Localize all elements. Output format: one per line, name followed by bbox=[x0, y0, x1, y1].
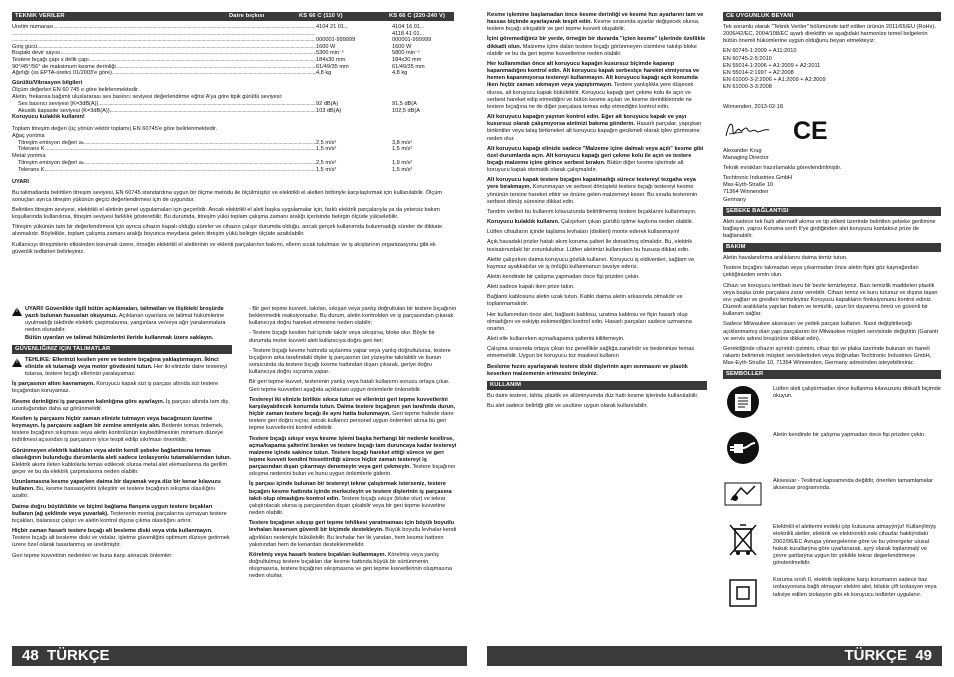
leader-dots bbox=[44, 146, 316, 153]
warning-triangle-icon bbox=[12, 358, 22, 367]
spec-value-model-2: 184x30 mm bbox=[392, 56, 422, 63]
symbol-row bbox=[723, 428, 941, 468]
paragraph bbox=[249, 481, 457, 517]
paragraph bbox=[487, 346, 707, 360]
left-column-1 bbox=[12, 306, 232, 563]
spec-label: Boştaki devir sayısı bbox=[12, 50, 61, 57]
bold-text: Besleme hızını ayarlayarak testere diski dişlerinin aşırı ısınmasını ve plastik keserken malzemenin erimesini önleyiniz. bbox=[487, 363, 688, 377]
body-text: Testere yanlışlıkla yere düşecek olursa, alt koruyucu kapak bükülebilir. Koruyucu kapağı geri çekme kolu ile açın ve serbest hareket edip etmediğini ve bütün kesme açıları ve kesme derinliklerinde ne testere bıçağına ne de diğer parçalara temas edip etmediğini kontrol edin. bbox=[487, 82, 694, 110]
leader-dots bbox=[37, 44, 316, 51]
safety-paragraphs bbox=[12, 381, 232, 559]
spec-label: Ses basıncı seviyesi (K=3dB(A)) bbox=[18, 101, 99, 108]
spec-value-model-2: 1,5 m/s² bbox=[392, 166, 413, 173]
body-text: Çalışma sırasında ortaya çıkan toz genellikle sağlığa zararlıdır ve bedeninize temas etmemelidir. Uygun bir koruyucu toz maskesi kullanın bbox=[487, 346, 695, 360]
paragraph bbox=[249, 436, 457, 479]
maintenance-header: BAKIM bbox=[723, 243, 941, 252]
bold-text: Testere bıçağı sıkışır veya kesme işlemi başka herhangi bir nedenle kesilirse, açma/kapama şalterini bırakın ve testere bıçağı tam duruncaya kadar testereyi malzeme içinde sakince tutun. Testere bıçağı hareket ettiği sürece ve geri tepme kuvveti kendini hissettirdiği sürece hiçbir zaman testereyi iş parçasından dışarı çıkarmayı denemeyin veya geri çekmeyin. bbox=[249, 435, 457, 471]
right-column-2 bbox=[723, 12, 941, 619]
accessory-icon bbox=[723, 474, 763, 514]
body-text: - Testere bıçağı kesilen hat içinde takılır veya sıkışırsa, bloke olur. Böyle bir durumda motor kuvveti aleti kullanıcıya doğru geri iter; bbox=[249, 330, 435, 344]
signature-row bbox=[723, 112, 941, 148]
spec-value-model-2: 4118 41 01... bbox=[392, 30, 425, 37]
leader-dots bbox=[12, 31, 316, 38]
spec-value-model-1: 2,5 m/s² bbox=[316, 139, 337, 146]
body-text: Testere bıçağı alt besleme diski ve vidalar, işletme güvenliğini optimum düzeye getirmek üzere özel olarak tasarlanmış ve üretilmiştir. bbox=[12, 535, 230, 549]
paragraph: EN 61000-3-3:2008 bbox=[723, 84, 772, 91]
body-text: Çalışırken çıkan gürültü işitme kaybına neden olabilir. bbox=[559, 219, 694, 226]
paragraph bbox=[12, 448, 232, 477]
paragraph: 71364 Winnenden bbox=[723, 189, 769, 196]
body-text: Geri tepme kuvvetinin nedenleri ve buna karşı alınacak önlemler: bbox=[12, 552, 173, 559]
leader-dots bbox=[98, 101, 316, 108]
paragraph bbox=[487, 209, 707, 216]
spec-row bbox=[12, 57, 454, 64]
spec-row bbox=[12, 44, 454, 51]
use-header: KULLANIM bbox=[487, 381, 707, 390]
paragraph bbox=[249, 348, 457, 377]
ce-place-date: Winnenden, 2013-02-18 bbox=[723, 104, 784, 111]
spec-row bbox=[18, 167, 454, 174]
body-text: Bütün diğer kesme işlerinde alt koruyucu kapak otomatik olarak çalışmalıdır. bbox=[487, 159, 684, 174]
spec-row bbox=[12, 24, 454, 31]
kickback-paragraphs bbox=[249, 306, 457, 580]
spec-value-model-2: 1600 W bbox=[392, 43, 412, 50]
body-text: Bu, kesme hassasiyetini iyileştirir ve testere bıçağının sıkışma olasılığını azaltır. bbox=[12, 486, 216, 500]
leader-dots bbox=[84, 140, 316, 147]
bold-text: Alt koruyucu kapağı elinizle sadece "Malzeme içine dalmalı veya açılı" kesme gibi özel durumlarda açın. Alt koruyucu kapağı geri çekme kolu ile açın ve testere bıçağı malzeme içine girince serbest bırakın. bbox=[487, 145, 704, 166]
paragraph bbox=[249, 552, 457, 581]
paragraph bbox=[487, 364, 707, 378]
spec-value-model-2: 61/49/35 mm bbox=[392, 63, 425, 70]
paragraph: Titreşim yükünün tam bir değerlendirmesi için ayrıca cihazın kapalı olduğu süreler ve cihazın çalışır durumda olduğu, ancak gerçek kullanımda bulunmadığı süreler de dikkate alınmalıdır. Böylelikle, toplam çalışma zamanı aralığı boyunca meydana gelen titreşim yükü belirgin ölçüde azaltılabilir. bbox=[12, 224, 443, 238]
spec-value-model-1: 4,8 kg bbox=[316, 70, 332, 77]
spec-value-model-2: 5800 min⁻¹ bbox=[392, 50, 420, 57]
body-text: Her kullanımdan önce alet, bağlantı kablosu, uzatma kablosu ve fişin hasarlı olup olmadığını ve eskiyip eskimediğini kontrol edin. Hasarlı parçaları sadece uzmanına onartın. bbox=[487, 311, 692, 332]
spec-row bbox=[12, 70, 454, 77]
symbol-description: Aletin kendinde bir çalışma yapmadan önce fişi prizden çekin. bbox=[773, 432, 926, 439]
spec-value-model-1 bbox=[316, 31, 392, 38]
paragraph bbox=[12, 528, 232, 549]
uyari-paragraphs bbox=[12, 190, 454, 256]
symbol-row bbox=[723, 573, 941, 613]
spec-label: Üretim numarası bbox=[12, 24, 54, 30]
body-text: Korunmayan ve serbest dönüşteki testere bıçağı testereyi kesme yönünün tersine hareket ettirir ve önüne gelen malzemeyi keser. Bu sırada testerenin serbest dönüş süresine dikkat edin. bbox=[487, 184, 698, 205]
body-text: Kesme sırasında ayarlar değişecek olursa, testere bıçağı sıkışabilir ve geri tepme kuvveti oluşabilir. bbox=[487, 19, 700, 33]
spec-label: Tolerans K bbox=[18, 166, 45, 173]
spec-row bbox=[18, 140, 454, 147]
body-text: Bağlantı kablosunu aletin uzak tutun. Kablo daima aletin arkasında olmalıdır ve toplanmamalıdır. bbox=[487, 294, 683, 308]
bold-text: Kesme derinliğini iş parçasının kalınlığına göre ayarlayın. bbox=[12, 398, 165, 405]
body-text: Aleti elle kullanırken açma/kapama şalterini kilitlemeyin. bbox=[487, 336, 625, 343]
technical-data-header: TEKNIK VERILER Daire bıçkısı KS 66 C (110 V) KS 66 C (220-240 V) bbox=[12, 12, 454, 21]
paragraph bbox=[487, 219, 707, 226]
body-text: Malzeme içine dalan testere bıçağı görünmeyen cisimlere takılıp bloke olabilir ve bu da geri tepme kuvvetlerine neden olabilir. bbox=[487, 43, 697, 57]
leader-dots bbox=[112, 70, 316, 77]
symbols-list bbox=[723, 382, 941, 613]
bold-text: Kesilen iş parçasını hiçbir zaman elinizle tutmayın veya bacağınızın üzerine koymayın. İş parçasını sağlam bir zemine emniyete alın. bbox=[12, 415, 213, 430]
paragraph: Aletin havalandırma aralıklarını daima temiz tutun. bbox=[723, 255, 848, 262]
body-text: Açık havadaki prizler hatalı akım koruma şalteri ile donatılmış olmalıdır. Bu, elektrik tesisatınızdaki bir zorunluluktur. Lütfen aletimizi kullanırken bu hususa dikkat edin. bbox=[487, 239, 693, 253]
spec-label: Ağırlığı (ss EPTA-üretici 01/2003'e göre) bbox=[12, 70, 112, 77]
paragraph bbox=[487, 274, 707, 281]
leader-dots bbox=[84, 160, 316, 167]
body-text: Bedenin temas önlemek, testere bıçağının sıkışması veya aletin kontrolünün kaybedilmesinin minimum düzeye indirilmesi açısından iş parçasının iyice tespit edilip sıkılması önemlidir. bbox=[12, 423, 224, 444]
paragraph: Gerektiğinde cihazın ayrıntılı çizimini, cihaz tipi ve plaka üzerinde bulunan on haneli rakamı belirterek müşteri servislerinden veya doğrudan Techtronic Industries GmbH, Max-Eyth-Straße 10, 71364 Winnenden, Germany adresinden isteyebilirsiniz. bbox=[723, 345, 932, 367]
general-warning: ! UYARI! Güvenlikle ilgili bütün açıklamaları, talimatları ve ilişikteki broşürde yazılı bulunan hususları okuyunuz. Açıklanan uyarılara ve talimat hükümlerine uyulmadığı takdirde elektrik çarpmalarına, yangınlara ve/veya ağır yaralanmalara neden olunabilir. Bütün uyarıları ve talimat hükümlerini ileride kullanmak üzere saklayın. bbox=[12, 306, 232, 342]
spec-table bbox=[12, 24, 454, 77]
spec-label: 90°/45°/56° de maksimum kesme derinliği bbox=[12, 63, 116, 70]
symbol-description: Aksesuar - Teslimat kapsamında değildir, önerilen tamamlamalar aksesuar programında. bbox=[773, 478, 934, 492]
paragraph: Bu daire testere, tahta, plastik ve alüminyumda düz hatlı kesme işlerinde kullanılabilir. bbox=[487, 392, 699, 399]
spec-row bbox=[18, 146, 454, 153]
bold-text: Daima doğru büyüklükte ve biçimi bağlama flanşına uygun testere bıçakları kullanın (ağ şeklinde veya yuvarlak). bbox=[12, 503, 213, 517]
class-ii-icon bbox=[723, 573, 763, 613]
paragraph bbox=[249, 306, 457, 327]
symbol-description: Koruma sınıfı II, elektrik tepkisine karşı korumanın sadece baz izolasyonuna bağlı olmayan elektro alet, bilakis çift izolasyon veya takviye edilen izolasyon gibi ek koruyucu tedbirler uygulanır. bbox=[773, 577, 937, 598]
paragraph bbox=[487, 284, 707, 291]
metal-table bbox=[12, 160, 454, 173]
spec-row bbox=[18, 101, 454, 108]
body-text: Alette çalışırken daima koruyucu gözlük kullanın. Koruyucu iş eldivenleri, sağlam ve kaymaz ayakkabılar ve iş önlüğü kullanmanızı tavsiye ederiz. bbox=[487, 256, 695, 270]
uyari-title: UYARI bbox=[12, 179, 29, 186]
svg-text:CE: CE bbox=[793, 116, 828, 143]
body-text: Geri tepme halinde daire testere geri doğru sıçrar, ancak kullanıcı personel uygun önlemleri alırsa bu geri tepme kuvvetlerini kontrol edebilir. bbox=[249, 411, 454, 432]
body-text: İş parçası altında tam diş uzunluğundan daha az görünmelidir. bbox=[12, 398, 229, 412]
right-page bbox=[477, 0, 954, 677]
paragraph: Cihazı ve koruyucu tertibatı kuru bir bezle temizleyiniz. Bazı temizlik maddeleri plastik veya başka izole parçalara zarar verebilir. Cihazı temiz ve kuru tutunuz ve dışına taşan sıvı yağları ve greslleri temizleyiniz Koruyucu kapakların fonksiyonunu kontrol ediniz. Düzenli aralıklarla yapılan bakım ve temizlik, uzun bir dayanma ömrü ve güvenli bir kullanım sağlar. bbox=[723, 282, 938, 318]
maintenance-paragraphs bbox=[723, 255, 941, 367]
wood-title: Ağaç yontma bbox=[12, 132, 45, 139]
ce-signatory-name: Alexander Krug bbox=[723, 147, 762, 154]
bold-text: Koruyucu kulaklık kullanın. bbox=[487, 219, 560, 226]
paragraph bbox=[12, 553, 232, 560]
spec-value-model-1: 1,5 m/s² bbox=[316, 146, 337, 153]
leader-dots bbox=[89, 57, 316, 64]
leader-dots bbox=[44, 167, 316, 174]
safety-paragraphs-continued bbox=[487, 12, 707, 378]
vibration-intro: Toplam titreşim değeri (üç yönün vektör toplamı) EN 60745'e göre belirlenmektedir. bbox=[12, 125, 218, 132]
paragraph bbox=[487, 61, 707, 111]
leader-dots bbox=[110, 108, 316, 115]
paragraph: EN 60745-1:2009 + A11:2010 bbox=[723, 48, 797, 55]
paragraph: Kullanıcıyı titreşimlerin etkisinden korumak üzere, örneğin elektrikli el aletlerinin ve eklenti parçalarının bakımı, ellerin sıcak tutulması ve iş akışlarının organizasyonu gibi ek güvenlik tedbirleri belirleyiniz. bbox=[12, 241, 436, 255]
warning-triangle-icon bbox=[12, 307, 22, 316]
spec-value-model-1: 000001-999999 bbox=[316, 37, 356, 44]
leader-dots bbox=[116, 64, 316, 71]
use-paragraphs bbox=[487, 393, 707, 410]
ce-signatory-title: Managing Director bbox=[723, 154, 769, 161]
spec-value-model-1: 1,5 m/s² bbox=[316, 166, 337, 173]
paragraph bbox=[12, 504, 232, 525]
ce-header: CE UYGUNLUK BEYANI bbox=[723, 12, 941, 21]
paragraph: Germany bbox=[723, 196, 747, 203]
body-text: Körelmiş veya yanlış doğrultulmuş testere bıçakları dar kesme hattında büyük bir sürtünmenin oluşmasına, testere bıçağının sıkışmasına ve geri tepme kuvvetlerinin oluşmasına neden olurlar. bbox=[249, 551, 453, 580]
bold-text: Her kullanımdan önce alt koruyucu kapağın kusursuz biçimde kapanıp kapanmadığını kontrol edin. Alt koruyucu kapak serbestçe hareket etmiyorsa ve hemen kapanmıyorsa testereyi kullanmayın. Alt koruyucu kapağı açık konumda iken hiçbir zaman sıkmayın veya yapıştırmayın. bbox=[487, 60, 700, 89]
spec-row bbox=[12, 64, 454, 71]
bold-text: Kesme işlemine başlamadan önce kesme derinliği ve kesme hızı ayarlarını tam ve hassas biçimde ayarlayarak tespit edin. bbox=[487, 12, 704, 26]
spec-label: Titreşim emisyon değeri aₕ bbox=[18, 139, 85, 146]
spec-value-model-1: 1600 W bbox=[316, 43, 336, 50]
ear-protection-note: Koruyucu kulaklık kullanın! bbox=[12, 114, 85, 121]
leader-dots bbox=[12, 37, 316, 44]
bold-text: İş parçasının altını kavramayın. bbox=[12, 381, 95, 388]
spec-label: Giriş gücü bbox=[12, 43, 38, 50]
page-footer-left: 48 TÜRKÇE bbox=[12, 646, 467, 666]
wood-table bbox=[12, 140, 454, 153]
bold-text: Hiçbir zaman hasarlı testere bıçağı alt besleme diski veya vida kullanmayın. bbox=[12, 528, 213, 535]
ce-standards bbox=[723, 48, 941, 91]
noise-title: Gürültü/Vibrasyon bilgileri bbox=[12, 79, 83, 86]
spec-row bbox=[18, 160, 454, 167]
paragraph: Sadece Milwaukee aksesuarı ve yedek parçası kullanın. Nasıl değiştirileceği açıklanmamış olan yapı parçalarını bir Milwaukee müşteri servisinde değiştirin (Garanti ve servis adresi broşürüne dikkat edin). bbox=[723, 321, 938, 342]
page-footer-right: TÜRKÇE 49 bbox=[487, 646, 942, 666]
paragraph bbox=[12, 479, 232, 500]
paragraph: Bu alet sadece belirtiği gibi ve usulüne uygun olarak kullanılabilir. bbox=[487, 403, 648, 410]
read-manual-icon bbox=[723, 382, 763, 422]
spec-value-model-2: 102,5 dB(A bbox=[392, 107, 420, 114]
spec-value-model-1: 61/49/35 mm bbox=[316, 63, 349, 70]
spec-label: Testere bıçağı çapı x delik çapı bbox=[12, 56, 89, 63]
paragraph bbox=[249, 397, 457, 433]
symbol-row bbox=[723, 520, 941, 567]
mains-text: Aleti sadece tek fazlı alternatif akıma ve tip etiketi üzerinde belirtilen şebeke gerilimine bağlayın. yapısı Koruma sınıfı II'ye girdiğinden alet koruyucu kontaksız prize de bağlanabilir. bbox=[723, 218, 936, 239]
body-text: Hasarlı parçalar, yapışkan birikintiler veya talaş birikmeleri alt koruyucu kapağın gecikmeli olarak işlev görmesine neden olur. bbox=[487, 121, 702, 142]
bold-text: İçini göremediğiniz bir yerde, örneğin bir duvarda "içten kesme" işlerinde özellikle dikkatli olun. bbox=[487, 36, 706, 50]
body-text: Testerenin montaj parçalarına uymayan testere bıçakları, balanssız çalışır ve aletin kontrol dışına çıkma olasılığını artırır. bbox=[12, 510, 227, 524]
weee-bin-icon bbox=[723, 520, 763, 560]
leader-dots bbox=[53, 24, 316, 31]
spec-value-model-2: 3,8 m/s² bbox=[392, 139, 413, 146]
paragraph bbox=[487, 312, 707, 333]
paragraph: EN 55014-1:2006 + A1:2009 + A2:2011 bbox=[723, 62, 821, 69]
symbol-description: Lütfen aleti çalıştırmadan önce kullanma kılavuzunu dikkatli biçimde okuyun. bbox=[773, 386, 941, 400]
bold-text: Alt koruyucu kapağın yayının kontrol edin. Eğer alt koruyucu kapak ve yayı kusursuz olarak çalışmıyorsa aletinizi bakıma gönderin. bbox=[487, 114, 687, 128]
spec-row bbox=[12, 50, 454, 57]
bold-text: Uzunlamasına kesme yaparken daima bir dayamak veya düz bir kenar kılavuzu kullanın. bbox=[12, 479, 221, 493]
paragraph bbox=[249, 379, 457, 393]
paragraph bbox=[12, 416, 232, 445]
spec-label: Akustik kapasite seviyesi (K=3dB(A)) bbox=[18, 107, 110, 114]
spec-value-model-2: 1,5 m/s² bbox=[392, 146, 413, 153]
paragraph: Max-Eyth-Straße 10 bbox=[723, 182, 774, 189]
spec-row bbox=[18, 108, 454, 115]
spec-value-model-1: 92 dB(A) bbox=[316, 101, 339, 108]
mains-header: ŞEBEKE BAĞLANTISI bbox=[723, 207, 941, 216]
paragraph bbox=[487, 229, 707, 236]
danger-warning: ! TEHLIKE: Ellerinizi kesilen yere ve testere bıçağına yaklaştırmayın. İkinci elinizle ek tutamağı veya motor gövdesini tutun. Her iki elinizde daire testereyi tutarsa, testere bıçağı ellerinizi yaralayamaz. bbox=[12, 357, 232, 378]
body-text: Koruyucu kapak sizi iş parçası altında sizi testere bıçağından koruyamaz. bbox=[12, 381, 219, 395]
paragraph: EN 61000-3-2:2006 + A1:2009 + A2:2009 bbox=[723, 77, 826, 84]
spec-row bbox=[12, 37, 454, 44]
ce-mark-icon bbox=[793, 117, 829, 143]
paragraph bbox=[12, 381, 232, 395]
spec-value-model-1: 184x30 mm bbox=[316, 56, 346, 63]
spec-value-model-1: 4104 21 01... bbox=[316, 24, 349, 30]
noise-table bbox=[12, 101, 454, 114]
bold-text: Körelmiş veya hasarlı testere bıçakları kullanmayın. bbox=[249, 551, 387, 558]
spec-label: Titreşim emisyon değeri aₕ bbox=[18, 160, 85, 167]
unplug-icon bbox=[723, 428, 763, 468]
paragraph: Testere bıçağını takmadan veya çıkarmadan önce aletin fişini göz kaynağından çektiğinizden emin olun. bbox=[723, 265, 919, 279]
body-text: - Bir geri tepme kuvveti, takılan, sıkışan veya yanlış doğrultulan bir testere bıçağının beklenmedik reaksiyonudur. Bu durum, aletin kontrolden ve iş parçasından çıkarak kullanıcıya doğru hareket etmesine neden olabilir; bbox=[249, 306, 457, 327]
paragraph bbox=[487, 294, 707, 308]
symbol-row bbox=[723, 382, 941, 422]
spec-value-model-2: 91,5 dB(A bbox=[392, 101, 417, 108]
ce-company-address bbox=[723, 175, 941, 204]
noise-intro-2: Aletin, frekansa bağımlı uluslararası ses basıncı seviyesi değerlendirme eğrisi A'ya göre tipik gürültü seviyesi: bbox=[12, 94, 283, 101]
metal-title: Metal yontma bbox=[12, 153, 46, 160]
paragraph bbox=[487, 336, 707, 343]
body-text: Testere bıçağının sıkışma nedenini bulun ve bunu uygun önlemlerle giderin. bbox=[249, 464, 456, 478]
body-text: - Testere bıçağı kesme hattında açılanma yapar veya yanlış doğrultulursa, testere bıçağının arka tarafındaki dişler iş parçasının üst yüzeyine takılabilir ve bunun sonucunda da testere bıçağı kesme hattından dışarı çıkarak, geriye doğru kullanıcıya doğru sıçrama yapar. bbox=[249, 347, 451, 376]
ce-authorization: Teknik evrakları hazırlamakla görevlendirilmiştir. bbox=[723, 164, 842, 171]
paragraph bbox=[487, 239, 707, 253]
paragraph bbox=[12, 399, 232, 413]
paragraph bbox=[249, 520, 457, 549]
body-text: Bir geri tepme kuvvet, testerenin yanlış veya hatalı kullanımı sonucu ortaya çıkar. Geri tepme kuvvetleri aşağıda açıklanan uygun önlemlerle önlenebilir. bbox=[249, 379, 450, 393]
body-text: Aleti sadece kapalı iken prize takın. bbox=[487, 284, 575, 291]
body-text: Lütfen cihazların içinde taşlama levhaları (diskleri) monte ederek kullanmayın! bbox=[487, 229, 680, 236]
body-text: Elektrik akımı ileten kablolarla temas edilecek olursa metal alet elemanlarına da gerilim geçer ve bu da elektrik çarpmalarına neden olabilir. bbox=[12, 461, 228, 475]
paragraph: Belirtilen titreşim seviyesi, elektrikli el aletinin genel uygulamaları için geçerlidir. Ancak elektrikli el aleti başka uygulamalar için, farklı elektrik parçalarıyla ya da yetersiz bakım koşullarında kullanılırsa, titreşim seviyesi farklılık gösterebilir. Bu durumda, titreşim yükü toplam çalışma zamanı aralığı içerisinde belirgin ölçüde yükselebilir. bbox=[12, 206, 440, 221]
bold-text: Görünmeyen elektrik kabloları veya aletin kendi şebeke bağlantısına temas olasılığının bulunduğu durumlarda aleti sadece izolasyonlu tutamaklarından tutun. bbox=[12, 447, 232, 461]
body-text: Testere bıçağı sıkışır (bloke olur) ve tekrar çalıştırılacak olursa iş parçasından dışarı çıkabilir veya bir geri tepme kuvvetine neden olabilir. bbox=[249, 495, 446, 517]
symbols-header: SEMBOLLER bbox=[723, 370, 941, 379]
symbol-description: Elektrikli el aletlerini evdeki çöp kutusuna atmayýnýz! Kullanýlmýş elektrikli aletler, elektrik ve elektronikli eski cihazlar hakkýndaki 2002/96/EC Avrupa yönergelerine göre ve bu yönergeler ulusal hukuk kurallarýna göre uyarlanarak, ayrý olarak toplanmalý ve çevre şartlarýna uygun bir şekilde tekrar degerlendirmeye gönderilmelidir. bbox=[773, 524, 936, 567]
body-text: Aletin kendinde bir çalışma yapmadan önce fişi prizden çekin. bbox=[487, 274, 640, 280]
paragraph: EN 60745-2-5:2010 bbox=[723, 55, 772, 62]
noise-intro: Ölçüm değerleri EN 60 745 e göre belirlenmektedir. bbox=[12, 86, 140, 93]
spec-value-model-2: 000001-999999 bbox=[392, 37, 432, 44]
bold-text: Testereyi iki elinizle birlikte sıkıca tutun ve ellerinizi geri tepme kuvvetlerini karşılayabilecek konumda tutun. Daima testere bıçağının yan tarafında durun, hiçbir zaman testere bıçağı ile aynı hatta bulunmayın. bbox=[249, 396, 456, 418]
paragraph bbox=[249, 330, 457, 344]
spec-value-model-1: 103 dB(A) bbox=[316, 107, 342, 114]
paragraph: Bu talimatlarda belirtilen titreşim seviyesi, EN 60745 standardına uygun bir ölçme metodu ile ölçülmüştür ve elektrikli el aletleri birbiriyle karşılaştırmak için kullanılabilir. Ölçüm sonuçları ayrıca titreşim yükünün geçici değerlendirmesi için de uygundur. bbox=[12, 189, 442, 203]
spec-value-model-2: 1,9 m/s² bbox=[392, 160, 413, 167]
bold-text: İş parçası içinde bulunan bir testereyi tekrar çalıştırmak isterseniz, testere bıçağını kesme hattında içinde merkezleyin ve testere dişlerinin iş parçasına takılı olup olmadığını kontrol edin. bbox=[249, 481, 452, 502]
body-text: Tandım verileri bu kullanım kılavuzunda belirtilmemiş testere bıçaklarını kullanmayın. bbox=[487, 208, 697, 215]
paragraph bbox=[487, 257, 707, 271]
spec-value-model-1: 2,5 m/s² bbox=[316, 160, 337, 167]
paragraph bbox=[487, 12, 707, 33]
leader-dots bbox=[60, 50, 316, 57]
body-text: Büyük boyutlu levhalar kendi ağırlıkları nedeniyle bükülebilir. Bu levhalar her iki yandan, hem kesme hattının yakınından hem de kenardan desteklenmelidir. bbox=[249, 527, 457, 548]
spec-value-model-1: 5300 min⁻¹ bbox=[316, 50, 344, 57]
bold-text: Testere bıçağının sıkışıp geri tepme tehlikesi yaratmaması için büyük boyutlu levhaları kesersen güvenli bir biçimde destekleyin. bbox=[249, 520, 455, 534]
bold-text: Alt koruyucu kapak testere bıçağını kapatmadığı sürece testereyi tezgaha veya yere bırakmayın. bbox=[487, 177, 696, 191]
safety-header: GÜVENLIĞINIZ IÇIN TALIMATLAR bbox=[12, 345, 232, 354]
symbol-row bbox=[723, 474, 941, 514]
paragraph bbox=[487, 177, 707, 206]
paragraph: Techtronic Industries GmbH bbox=[723, 175, 793, 182]
spec-value-model-2: 4,8 kg bbox=[392, 70, 408, 77]
paragraph: EN 55014-2:1997 + A2:2008 bbox=[723, 69, 794, 76]
ce-intro: Tek sorumlu olarak "Teknik Veriler" bölümünde tarif edilen ürünün 2011/65/EU (RoHs), 2006/42/EC, 2004/108/EC ayarlı direktifin ve aşağıdaki harmonize temel belgelerin bütün önemli hükümlerine uygun olduğunu beyan etmekteyiz: bbox=[723, 24, 936, 45]
spec-value-model-2: 4104 16 01... bbox=[392, 24, 425, 30]
signature-icon bbox=[723, 118, 773, 142]
left-column-2 bbox=[249, 306, 457, 583]
paragraph bbox=[487, 114, 707, 143]
spec-label: Tolerans K bbox=[18, 146, 45, 153]
technical-data-section bbox=[12, 12, 454, 259]
paragraph bbox=[487, 36, 707, 57]
right-column-1 bbox=[487, 12, 707, 413]
spec-row bbox=[12, 31, 454, 38]
paragraph bbox=[487, 146, 707, 175]
